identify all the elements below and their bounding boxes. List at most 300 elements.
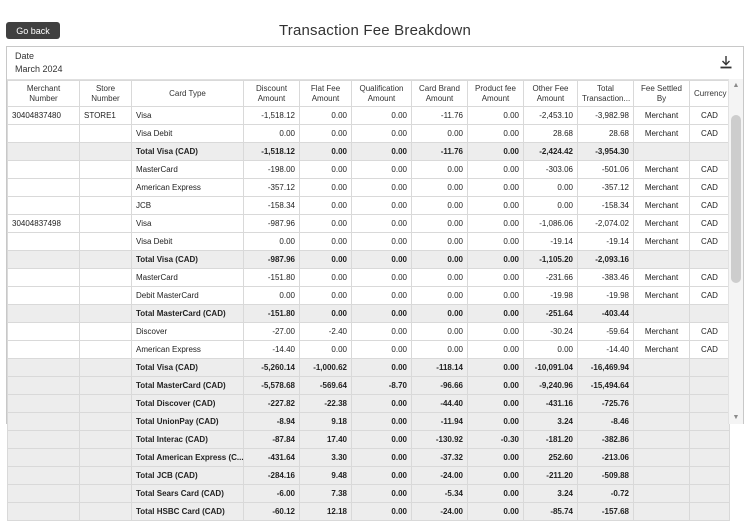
cell-r13-c4: 0.00 xyxy=(300,341,352,359)
table-row[interactable] xyxy=(8,485,730,503)
cell-r18-c2: Total Interac (CAD) xyxy=(132,431,244,449)
cell-r21-c4: 7.38 xyxy=(300,485,352,503)
cell-r0-c8: -2,453.10 xyxy=(524,107,578,125)
table-row[interactable] xyxy=(8,305,730,323)
cell-r13-c5: 0.00 xyxy=(352,341,412,359)
cell-r14-c5: 0.00 xyxy=(352,359,412,377)
table-row[interactable] xyxy=(8,431,730,449)
cell-r18-c5: 0.00 xyxy=(352,431,412,449)
cell-r8-c10 xyxy=(634,251,690,269)
cell-r9-c10: Merchant xyxy=(634,269,690,287)
cell-r16-c10 xyxy=(634,395,690,413)
cell-r16-c8: -431.16 xyxy=(524,395,578,413)
cell-r19-c6: -37.32 xyxy=(412,449,468,467)
cell-r4-c2: American Express xyxy=(132,179,244,197)
cell-r7-c2: Visa Debit xyxy=(132,233,244,251)
column-header-2[interactable]: Card Type xyxy=(132,81,244,107)
report-panel xyxy=(6,46,744,516)
cell-r7-c7: 0.00 xyxy=(468,233,524,251)
cell-r13-c1 xyxy=(80,341,132,359)
cell-r7-c3: 0.00 xyxy=(244,233,300,251)
cell-r6-c11: CAD xyxy=(690,215,730,233)
cell-r5-c7: 0.00 xyxy=(468,197,524,215)
cell-r7-c9: -19.14 xyxy=(578,233,634,251)
cell-r13-c2: American Express xyxy=(132,341,244,359)
column-header-1[interactable]: Store Number xyxy=(80,81,132,107)
cell-r19-c7: 0.00 xyxy=(468,449,524,467)
date-value: March 2024 xyxy=(15,64,63,74)
cell-r16-c6: -44.40 xyxy=(412,395,468,413)
cell-r10-c8: -19.98 xyxy=(524,287,578,305)
cell-r1-c8: 28.68 xyxy=(524,125,578,143)
cell-r3-c11: CAD xyxy=(690,161,730,179)
column-header-5[interactable]: Qualification Amount xyxy=(352,81,412,107)
cell-r12-c10: Merchant xyxy=(634,323,690,341)
cell-r5-c9: -158.34 xyxy=(578,197,634,215)
cell-r18-c7: -0.30 xyxy=(468,431,524,449)
cell-r2-c9: -3,954.30 xyxy=(578,143,634,161)
table-row[interactable] xyxy=(8,323,730,341)
cell-r5-c11: CAD xyxy=(690,197,730,215)
chevron-up-icon[interactable]: ▲ xyxy=(732,82,740,89)
cell-r11-c4: 0.00 xyxy=(300,305,352,323)
cell-r21-c1 xyxy=(80,485,132,503)
cell-r12-c3: -27.00 xyxy=(244,323,300,341)
cell-r14-c7: 0.00 xyxy=(468,359,524,377)
column-header-10[interactable]: Fee Settled By xyxy=(634,81,690,107)
cell-r9-c7: 0.00 xyxy=(468,269,524,287)
cell-r12-c2: Discover xyxy=(132,323,244,341)
cell-r4-c5: 0.00 xyxy=(352,179,412,197)
cell-r19-c1 xyxy=(80,449,132,467)
cell-r19-c9: -213.06 xyxy=(578,449,634,467)
cell-r7-c0 xyxy=(8,233,80,251)
cell-r7-c10: Merchant xyxy=(634,233,690,251)
cell-r5-c0 xyxy=(8,197,80,215)
cell-r13-c7: 0.00 xyxy=(468,341,524,359)
date-label: Date xyxy=(15,51,35,61)
cell-r18-c9: -382.86 xyxy=(578,431,634,449)
cell-r22-c4: 12.18 xyxy=(300,503,352,521)
cell-r2-c1 xyxy=(80,143,132,161)
cell-r0-c5: 0.00 xyxy=(352,107,412,125)
cell-r20-c11 xyxy=(690,467,730,485)
cell-r13-c11: CAD xyxy=(690,341,730,359)
table-row[interactable] xyxy=(8,197,730,215)
cell-r15-c0 xyxy=(8,377,80,395)
cell-r2-c5: 0.00 xyxy=(352,143,412,161)
cell-r21-c7: 0.00 xyxy=(468,485,524,503)
cell-r5-c2: JCB xyxy=(132,197,244,215)
cell-r10-c1 xyxy=(80,287,132,305)
cell-r21-c11 xyxy=(690,485,730,503)
cell-r14-c8: -10,091.04 xyxy=(524,359,578,377)
cell-r7-c1 xyxy=(80,233,132,251)
cell-r22-c11 xyxy=(690,503,730,521)
cell-r18-c0 xyxy=(8,431,80,449)
column-header-11[interactable]: Currency xyxy=(690,81,730,107)
cell-r20-c0 xyxy=(8,467,80,485)
cell-r7-c6: 0.00 xyxy=(412,233,468,251)
cell-r9-c11: CAD xyxy=(690,269,730,287)
cell-r10-c4: 0.00 xyxy=(300,287,352,305)
cell-r21-c9: -0.72 xyxy=(578,485,634,503)
cell-r6-c0: 30404837498 xyxy=(8,215,80,233)
table-row[interactable] xyxy=(8,269,730,287)
cell-r17-c6: -11.94 xyxy=(412,413,468,431)
cell-r20-c10 xyxy=(634,467,690,485)
column-header-7[interactable]: Product fee Amount xyxy=(468,81,524,107)
cell-r21-c2: Total Sears Card (CAD) xyxy=(132,485,244,503)
cell-r6-c9: -2,074.02 xyxy=(578,215,634,233)
cell-r20-c5: 0.00 xyxy=(352,467,412,485)
cell-r6-c6: 0.00 xyxy=(412,215,468,233)
cell-r1-c3: 0.00 xyxy=(244,125,300,143)
cell-r4-c6: 0.00 xyxy=(412,179,468,197)
cell-r19-c0 xyxy=(8,449,80,467)
cell-r2-c10 xyxy=(634,143,690,161)
cell-r14-c1 xyxy=(80,359,132,377)
top-bar xyxy=(0,0,750,44)
cell-r0-c6: -11.76 xyxy=(412,107,468,125)
table-row[interactable] xyxy=(8,467,730,485)
table-row[interactable] xyxy=(8,125,730,143)
cell-r17-c10 xyxy=(634,413,690,431)
cell-r2-c6: -11.76 xyxy=(412,143,468,161)
cell-r4-c1 xyxy=(80,179,132,197)
cell-r0-c10: Merchant xyxy=(634,107,690,125)
cell-r12-c6: 0.00 xyxy=(412,323,468,341)
cell-r18-c3: -87.84 xyxy=(244,431,300,449)
cell-r11-c11 xyxy=(690,305,730,323)
cell-r16-c1 xyxy=(80,395,132,413)
cell-r9-c2: MasterCard xyxy=(132,269,244,287)
cell-r19-c5: 0.00 xyxy=(352,449,412,467)
cell-r22-c2: Total HSBC Card (CAD) xyxy=(132,503,244,521)
cell-r5-c10: Merchant xyxy=(634,197,690,215)
table-row[interactable] xyxy=(8,395,730,413)
cell-r19-c4: 3.30 xyxy=(300,449,352,467)
cell-r8-c9: -2,093.16 xyxy=(578,251,634,269)
cell-r22-c8: -85.74 xyxy=(524,503,578,521)
cell-r8-c7: 0.00 xyxy=(468,251,524,269)
cell-r2-c0 xyxy=(8,143,80,161)
cell-r4-c4: 0.00 xyxy=(300,179,352,197)
table-row[interactable] xyxy=(8,107,730,125)
cell-r10-c11: CAD xyxy=(690,287,730,305)
column-header-4[interactable]: Flat Fee Amount xyxy=(300,81,352,107)
cell-r21-c3: -6.00 xyxy=(244,485,300,503)
cell-r22-c6: -24.00 xyxy=(412,503,468,521)
cell-r0-c0: 30404837480 xyxy=(8,107,80,125)
cell-r3-c10: Merchant xyxy=(634,161,690,179)
cell-r7-c5: 0.00 xyxy=(352,233,412,251)
cell-r21-c0 xyxy=(8,485,80,503)
vertical-scrollbar[interactable] xyxy=(728,79,743,424)
cell-r1-c10: Merchant xyxy=(634,125,690,143)
cell-r12-c8: -30.24 xyxy=(524,323,578,341)
page-title: Transaction Fee Breakdown xyxy=(278,22,472,39)
cell-r0-c7: 0.00 xyxy=(468,107,524,125)
cell-r3-c3: -198.00 xyxy=(244,161,300,179)
cell-r4-c3: -357.12 xyxy=(244,179,300,197)
table-row[interactable] xyxy=(8,377,730,395)
table-body xyxy=(8,107,730,521)
column-header-3[interactable]: Discount Amount xyxy=(244,81,300,107)
cell-r12-c5: 0.00 xyxy=(352,323,412,341)
cell-r12-c9: -59.64 xyxy=(578,323,634,341)
table-row[interactable] xyxy=(8,341,730,359)
cell-r4-c0 xyxy=(8,179,80,197)
cell-r10-c9: -19.98 xyxy=(578,287,634,305)
cell-r9-c6: 0.00 xyxy=(412,269,468,287)
cell-r8-c0 xyxy=(8,251,80,269)
cell-r3-c2: MasterCard xyxy=(132,161,244,179)
cell-r20-c2: Total JCB (CAD) xyxy=(132,467,244,485)
cell-r18-c8: -181.20 xyxy=(524,431,578,449)
cell-r4-c9: -357.12 xyxy=(578,179,634,197)
table-row[interactable] xyxy=(8,449,730,467)
table-row[interactable] xyxy=(8,359,730,377)
cell-r12-c0 xyxy=(8,323,80,341)
cell-r15-c8: -9,240.96 xyxy=(524,377,578,395)
chevron-down-icon[interactable]: ▼ xyxy=(732,414,740,421)
cell-r19-c8: 252.60 xyxy=(524,449,578,467)
cell-r5-c3: -158.34 xyxy=(244,197,300,215)
cell-r13-c6: 0.00 xyxy=(412,341,468,359)
cell-r19-c10 xyxy=(634,449,690,467)
cell-r10-c2: Debit MasterCard xyxy=(132,287,244,305)
cell-r13-c9: -14.40 xyxy=(578,341,634,359)
cell-r14-c9: -16,469.94 xyxy=(578,359,634,377)
cell-r3-c4: 0.00 xyxy=(300,161,352,179)
cell-r0-c1: STORE1 xyxy=(80,107,132,125)
cell-r11-c8: -251.64 xyxy=(524,305,578,323)
cell-r17-c8: 3.24 xyxy=(524,413,578,431)
cell-r11-c1 xyxy=(80,305,132,323)
cell-r6-c5: 0.00 xyxy=(352,215,412,233)
cell-r6-c7: 0.00 xyxy=(468,215,524,233)
cell-r10-c6: 0.00 xyxy=(412,287,468,305)
cell-r14-c2: Total Visa (CAD) xyxy=(132,359,244,377)
column-header-8[interactable]: Other Fee Amount xyxy=(524,81,578,107)
cell-r13-c3: -14.40 xyxy=(244,341,300,359)
table-row[interactable] xyxy=(8,179,730,197)
cell-r15-c6: -96.66 xyxy=(412,377,468,395)
cell-r20-c1 xyxy=(80,467,132,485)
cell-r8-c5: 0.00 xyxy=(352,251,412,269)
cell-r14-c4: -1,000.62 xyxy=(300,359,352,377)
cell-r1-c6: 0.00 xyxy=(412,125,468,143)
cell-r0-c9: -3,982.98 xyxy=(578,107,634,125)
cell-r16-c9: -725.76 xyxy=(578,395,634,413)
cell-r6-c3: -987.96 xyxy=(244,215,300,233)
report-header xyxy=(7,47,743,80)
cell-r16-c0 xyxy=(8,395,80,413)
cell-r1-c2: Visa Debit xyxy=(132,125,244,143)
cell-r15-c2: Total MasterCard (CAD) xyxy=(132,377,244,395)
cell-r8-c8: -1,105.20 xyxy=(524,251,578,269)
cell-r8-c2: Total Visa (CAD) xyxy=(132,251,244,269)
report-table-wrapper xyxy=(7,80,743,516)
table-row[interactable] xyxy=(8,251,730,269)
download-icon[interactable] xyxy=(719,55,733,71)
cell-r19-c2: Total American Express (C... xyxy=(132,449,244,467)
cell-r6-c10: Merchant xyxy=(634,215,690,233)
cell-r11-c0 xyxy=(8,305,80,323)
cell-r22-c7: 0.00 xyxy=(468,503,524,521)
cell-r1-c5: 0.00 xyxy=(352,125,412,143)
cell-r14-c3: -5,260.14 xyxy=(244,359,300,377)
cell-r14-c6: -118.14 xyxy=(412,359,468,377)
cell-r2-c11 xyxy=(690,143,730,161)
cell-r10-c10: Merchant xyxy=(634,287,690,305)
cell-r21-c6: -5.34 xyxy=(412,485,468,503)
cell-r13-c0 xyxy=(8,341,80,359)
cell-r22-c10 xyxy=(634,503,690,521)
table-row[interactable] xyxy=(8,161,730,179)
cell-r2-c7: 0.00 xyxy=(468,143,524,161)
cell-r6-c8: -1,086.06 xyxy=(524,215,578,233)
table-row[interactable] xyxy=(8,233,730,251)
scrollbar-thumb[interactable] xyxy=(731,115,741,283)
cell-r9-c1 xyxy=(80,269,132,287)
cell-r22-c0 xyxy=(8,503,80,521)
cell-r5-c6: 0.00 xyxy=(412,197,468,215)
cell-r1-c1 xyxy=(80,125,132,143)
cell-r7-c4: 0.00 xyxy=(300,233,352,251)
cell-r20-c6: -24.00 xyxy=(412,467,468,485)
table-row[interactable] xyxy=(8,143,730,161)
cell-r22-c3: -60.12 xyxy=(244,503,300,521)
table-row[interactable] xyxy=(8,413,730,431)
cell-r16-c5: 0.00 xyxy=(352,395,412,413)
cell-r8-c11 xyxy=(690,251,730,269)
table-row[interactable] xyxy=(8,287,730,305)
cell-r9-c5: 0.00 xyxy=(352,269,412,287)
cell-r21-c10 xyxy=(634,485,690,503)
cell-r15-c1 xyxy=(80,377,132,395)
cell-r6-c4: 0.00 xyxy=(300,215,352,233)
cell-r2-c8: -2,424.42 xyxy=(524,143,578,161)
cell-r17-c0 xyxy=(8,413,80,431)
cell-r18-c10 xyxy=(634,431,690,449)
cell-r12-c1 xyxy=(80,323,132,341)
cell-r7-c11: CAD xyxy=(690,233,730,251)
cell-r4-c7: 0.00 xyxy=(468,179,524,197)
cell-r8-c3: -987.96 xyxy=(244,251,300,269)
cell-r21-c5: 0.00 xyxy=(352,485,412,503)
cell-r0-c3: -1,518.12 xyxy=(244,107,300,125)
cell-r11-c6: 0.00 xyxy=(412,305,468,323)
cell-r12-c7: 0.00 xyxy=(468,323,524,341)
table-row[interactable] xyxy=(8,215,730,233)
cell-r15-c3: -5,578.68 xyxy=(244,377,300,395)
column-header-6[interactable]: Card Brand Amount xyxy=(412,81,468,107)
cell-r17-c2: Total UnionPay (CAD) xyxy=(132,413,244,431)
cell-r8-c1 xyxy=(80,251,132,269)
cell-r0-c4: 0.00 xyxy=(300,107,352,125)
table-row[interactable] xyxy=(8,503,730,521)
cell-r10-c7: 0.00 xyxy=(468,287,524,305)
cell-r13-c10: Merchant xyxy=(634,341,690,359)
cell-r1-c0 xyxy=(8,125,80,143)
cell-r18-c11 xyxy=(690,431,730,449)
cell-r18-c4: 17.40 xyxy=(300,431,352,449)
cell-r1-c7: 0.00 xyxy=(468,125,524,143)
go-back-button[interactable]: Go back xyxy=(6,22,60,39)
column-header-9[interactable]: Total Transaction... xyxy=(578,81,634,107)
cell-r9-c8: -231.66 xyxy=(524,269,578,287)
cell-r16-c4: -22.38 xyxy=(300,395,352,413)
cell-r22-c9: -157.68 xyxy=(578,503,634,521)
cell-r11-c3: -151.80 xyxy=(244,305,300,323)
column-header-0[interactable]: Merchant Number xyxy=(8,81,80,107)
cell-r7-c8: -19.14 xyxy=(524,233,578,251)
cell-r16-c7: 0.00 xyxy=(468,395,524,413)
cell-r12-c4: -2.40 xyxy=(300,323,352,341)
cell-r5-c4: 0.00 xyxy=(300,197,352,215)
cell-r18-c6: -130.92 xyxy=(412,431,468,449)
cell-r9-c9: -383.46 xyxy=(578,269,634,287)
cell-r20-c4: 9.48 xyxy=(300,467,352,485)
cell-r9-c0 xyxy=(8,269,80,287)
cell-r4-c11: CAD xyxy=(690,179,730,197)
cell-r14-c11 xyxy=(690,359,730,377)
cell-r16-c3: -227.82 xyxy=(244,395,300,413)
cell-r5-c5: 0.00 xyxy=(352,197,412,215)
cell-r3-c7: 0.00 xyxy=(468,161,524,179)
cell-r15-c5: -8.70 xyxy=(352,377,412,395)
cell-r14-c10 xyxy=(634,359,690,377)
cell-r12-c11: CAD xyxy=(690,323,730,341)
cell-r15-c10 xyxy=(634,377,690,395)
cell-r22-c5: 0.00 xyxy=(352,503,412,521)
cell-r10-c0 xyxy=(8,287,80,305)
cell-r5-c8: 0.00 xyxy=(524,197,578,215)
cell-r3-c6: 0.00 xyxy=(412,161,468,179)
cell-r8-c6: 0.00 xyxy=(412,251,468,269)
cell-r17-c1 xyxy=(80,413,132,431)
cell-r14-c0 xyxy=(8,359,80,377)
cell-r17-c9: -8.46 xyxy=(578,413,634,431)
cell-r3-c9: -501.06 xyxy=(578,161,634,179)
cell-r22-c1 xyxy=(80,503,132,521)
cell-r0-c11: CAD xyxy=(690,107,730,125)
cell-r15-c7: 0.00 xyxy=(468,377,524,395)
cell-r19-c3: -431.64 xyxy=(244,449,300,467)
cell-r20-c3: -284.16 xyxy=(244,467,300,485)
cell-r16-c11 xyxy=(690,395,730,413)
cell-r17-c4: 9.18 xyxy=(300,413,352,431)
cell-r9-c4: 0.00 xyxy=(300,269,352,287)
cell-r19-c11 xyxy=(690,449,730,467)
cell-r15-c9: -15,494.64 xyxy=(578,377,634,395)
cell-r11-c10 xyxy=(634,305,690,323)
cell-r3-c5: 0.00 xyxy=(352,161,412,179)
cell-r11-c7: 0.00 xyxy=(468,305,524,323)
cell-r11-c2: Total MasterCard (CAD) xyxy=(132,305,244,323)
cell-r4-c10: Merchant xyxy=(634,179,690,197)
cell-r3-c1 xyxy=(80,161,132,179)
cell-r17-c7: 0.00 xyxy=(468,413,524,431)
cell-r13-c8: 0.00 xyxy=(524,341,578,359)
cell-r18-c1 xyxy=(80,431,132,449)
cell-r2-c3: -1,518.12 xyxy=(244,143,300,161)
cell-r11-c5: 0.00 xyxy=(352,305,412,323)
cell-r5-c1 xyxy=(80,197,132,215)
cell-r16-c2: Total Discover (CAD) xyxy=(132,395,244,413)
